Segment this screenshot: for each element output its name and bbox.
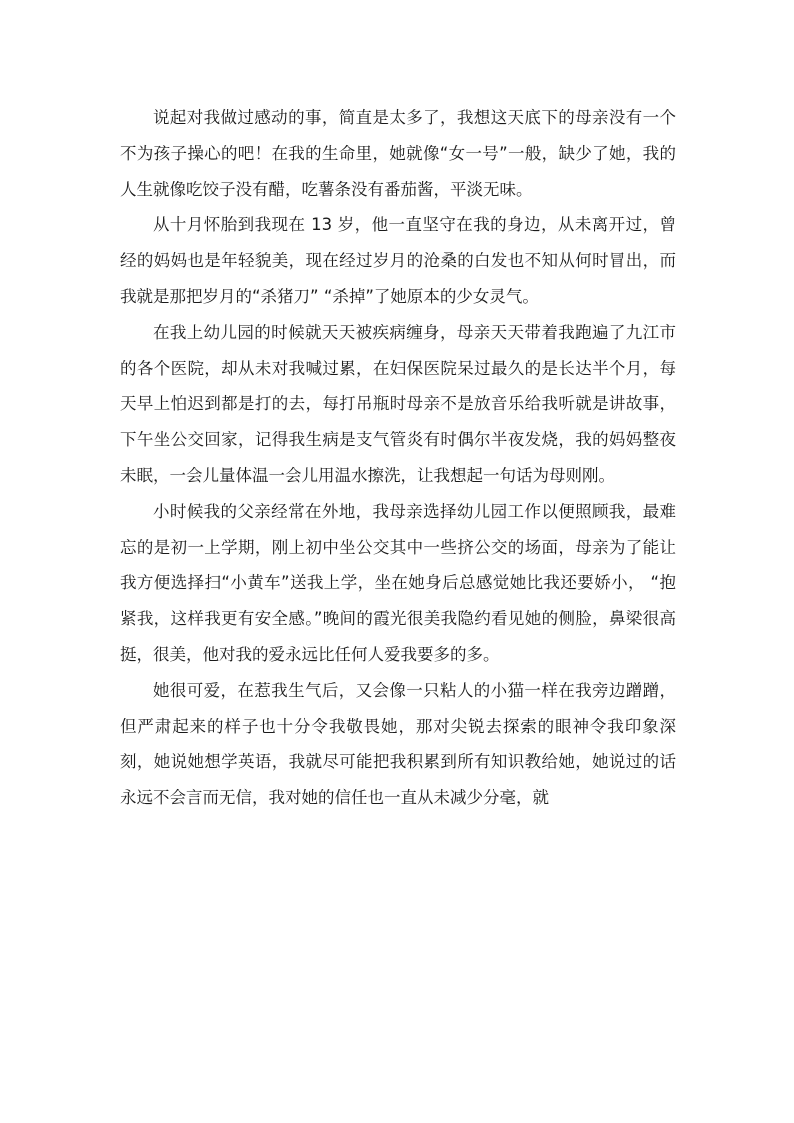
paragraph-2: 从十月怀胎到我现在 13 岁，他一直坚守在我的身边，从未离开过，曾经的妈妈也是年轻貌美，现在经过岁月的沧桑的白发也不知从何时冒出，而我就是那把岁月的“杀猪刀” “杀掉”了她原本的少女灵气。: [120, 215, 676, 306]
paragraph-3: 在我上幼儿园的时候就天天被疾病缠身，母亲天天带着我跑遍了九江市的各个医院，却从未对我喊过累，在妇保医院呆过最久的是长达半个月，每天早上怕迟到都是打的去，每打吊瓶时母亲不是放音乐给我听就是讲故事，下午坐公交回家，记得我生病是支气管炎有时偶尔半夜发烧，我的妈妈整夜未眠，一会儿量体温一会儿用温水擦洗，让我想起一句话为母则刚。: [120, 322, 676, 485]
paragraph-1: 说起对我做过感动的事，简直是太多了，我想这天底下的母亲没有一个不为孩子操心的吧！在我的生命里，她就像“女一号”一般，缺少了她，我的人生就像吃饺子没有醋，吃薯条没有番茄酱，平淡无味。: [120, 108, 676, 199]
paragraph-4: 小时候我的父亲经常在外地，我母亲选择幼儿园工作以便照顾我，最难忘的是初一上学期，刚上初中坐公交其中一些挤公交的场面，母亲为了能让我方便选择扫“小黄车”送我上学，坐在她身后总感觉她比我还要娇小， “抱紧我，这样我更有安全感。”晚间的霞光很美我隐约看见她的侧脸，鼻梁很高挺，很美，他对我的爱永远比任何人爱我要多的多。: [120, 501, 676, 664]
essay-body: [120, 100, 676, 816]
paragraph-5: 她很可爱，在惹我生气后，又会像一只粘人的小猫一样在我旁边蹭蹭，但严肃起来的样子也十分令我敬畏她，那对尖锐去探索的眼神令我印象深刻，她说她想学英语，我就尽可能把我积累到所有知识教给她，她说过的话永远不会言而无信，我对她的信任也一直从未减少分毫，就: [120, 680, 676, 808]
